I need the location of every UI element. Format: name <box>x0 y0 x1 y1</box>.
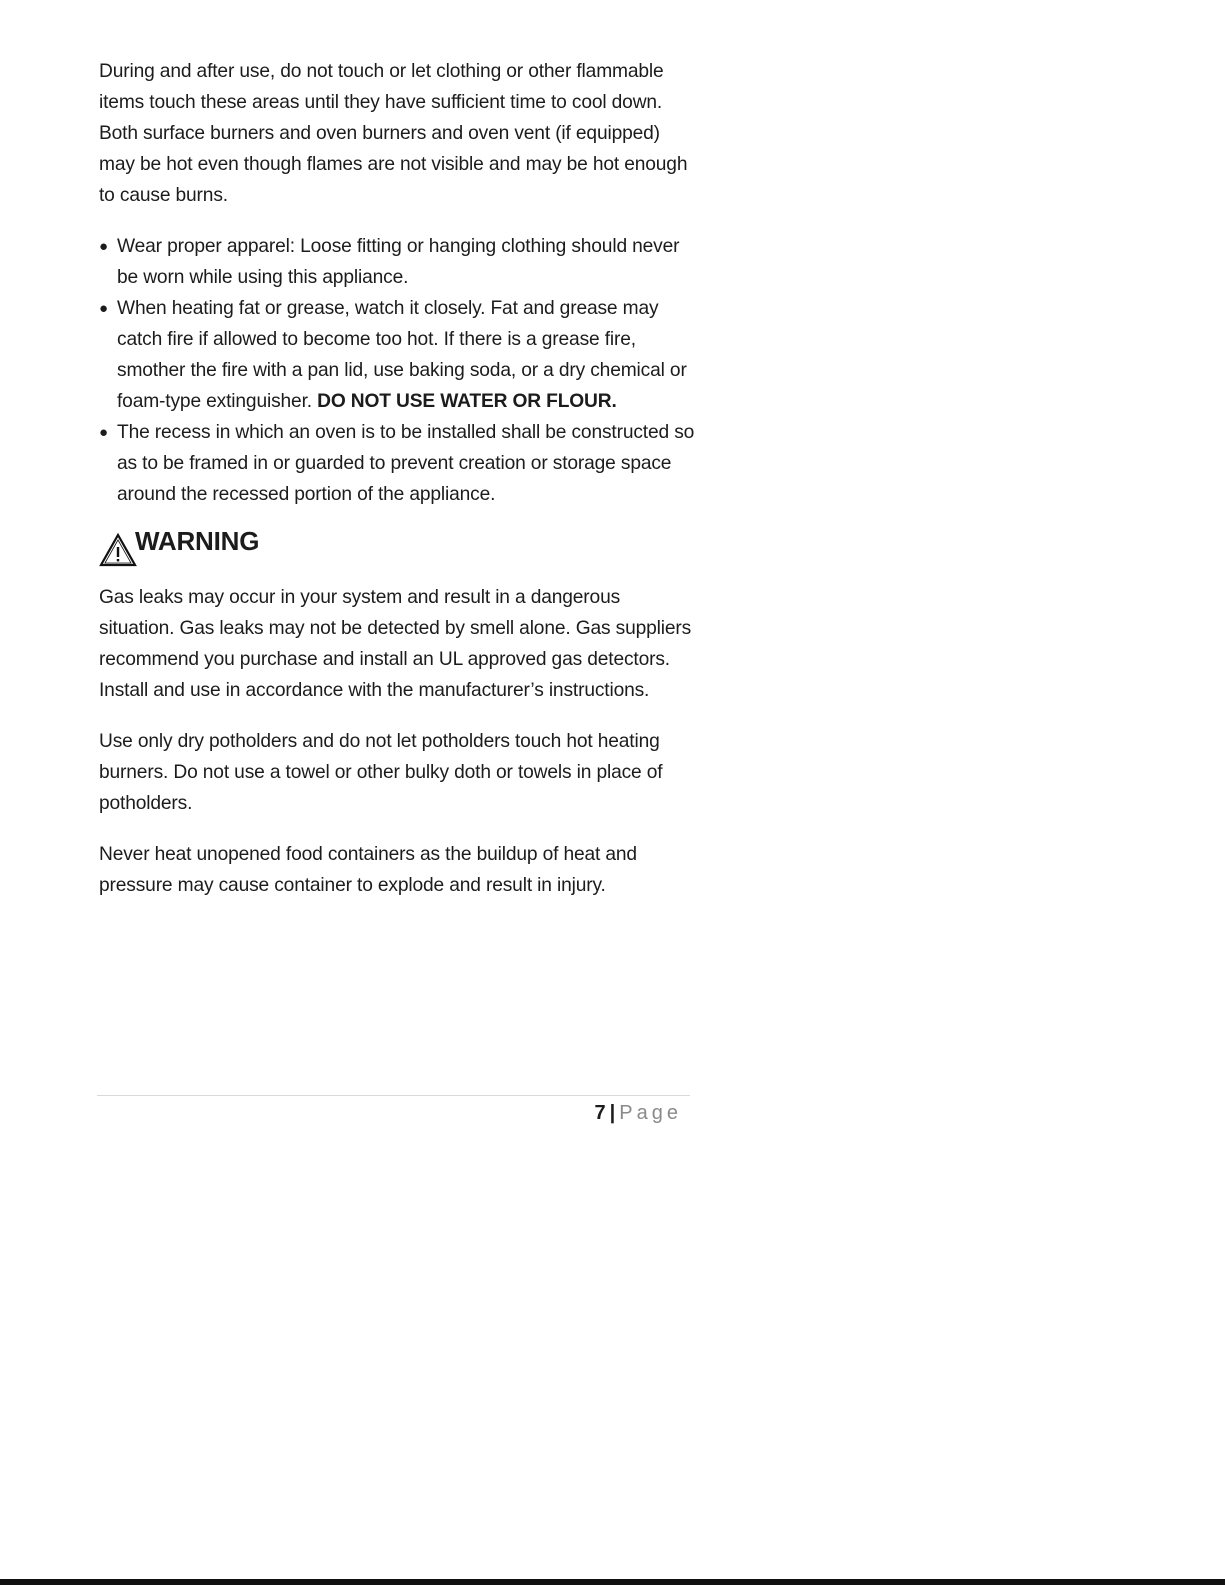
warning-triangle-icon <box>99 532 137 568</box>
bullet-icon: ● <box>99 238 108 255</box>
paragraph-food-containers: Never heat unopened food containers as the buildup of heat and pressure may cause container to explode and result in injury. <box>99 844 637 896</box>
page-separator: | <box>609 1102 616 1124</box>
warning-heading <box>99 524 699 568</box>
bullet-icon: ● <box>99 424 108 441</box>
page-bottom-border <box>0 1579 1225 1585</box>
bullet-text: Wear proper apparel: Loose fitting or hanging clothing should never be worn while using this appliance. <box>117 236 680 288</box>
page-label: Page <box>619 1102 682 1124</box>
bullet-bold-warning: DO NOT USE WATER OR FLOUR. <box>317 391 617 412</box>
page-content <box>99 56 699 901</box>
safety-bullet-list <box>99 231 699 510</box>
warning-title: WARNING <box>135 526 260 556</box>
page-number: 7 <box>594 1102 606 1124</box>
page-footer <box>97 1095 690 1128</box>
paragraph-hot-surfaces: During and after use, do not touch or let clothing or other flammable items touch these areas until they have sufficient time to cool down. Both surface burners and oven burners and oven vent (if equipped) may be hot even though flames are not visible and may be hot enough to cause burns. <box>99 61 688 206</box>
paragraph-potholders: Use only dry potholders and do not let potholders touch hot heating burners. Do not use a towel or other bulky doth or towels in place of potholders. <box>99 731 663 814</box>
bullet-text: When heating fat or grease, watch it closely. Fat and grease may catch fire if allowed to become too hot. If there is a grease fire, smother the fire with a pan lid, use baking soda, or a dry chemical or foam-type extinguisher. <box>117 298 687 412</box>
page-number-line <box>97 1096 690 1128</box>
bullet-item-apparel <box>99 231 699 293</box>
bullet-text: The recess in which an oven is to be installed shall be constructed so as to be framed in or guarded to prevent creation or storage space around the recessed portion of the appliance. <box>117 422 695 505</box>
bullet-item-oven-recess <box>99 417 699 510</box>
paragraph-gas-leaks: Gas leaks may occur in your system and result in a dangerous situation. Gas leaks may not be detected by smell alone. Gas suppliers recommend you purchase and install an UL approved gas detectors. Install and use in accordance with the manufacturer’s instructions. <box>99 587 692 701</box>
bullet-item-grease-fire <box>99 293 699 417</box>
bullet-icon: ● <box>99 300 108 317</box>
